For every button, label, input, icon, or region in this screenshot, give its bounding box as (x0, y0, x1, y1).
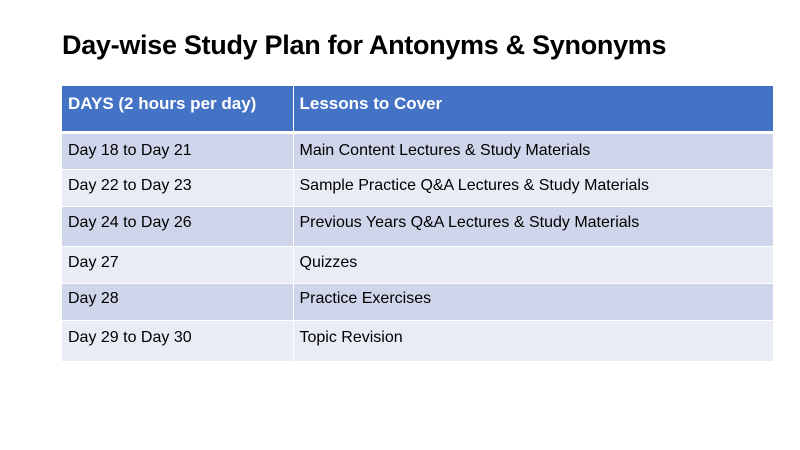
lessons-cell: Topic Revision (293, 320, 773, 361)
table-row (62, 206, 773, 246)
header-days: DAYS (2 hours per day) (62, 86, 293, 132)
days-cell: Day 29 to Day 30 (62, 320, 293, 361)
lessons-cell: Quizzes (293, 246, 773, 283)
header-lessons: Lessons to Cover (293, 86, 773, 132)
table-row (62, 283, 773, 320)
table-row (62, 320, 773, 361)
table-row (62, 169, 773, 206)
study-plan-table (62, 86, 773, 362)
lessons-cell: Practice Exercises (293, 283, 773, 320)
days-cell: Day 27 (62, 246, 293, 283)
table-row (62, 132, 773, 169)
lessons-cell: Previous Years Q&A Lectures & Study Materials (293, 206, 773, 246)
days-cell: Day 18 to Day 21 (62, 132, 293, 169)
lessons-cell: Main Content Lectures & Study Materials (293, 132, 773, 169)
table-row (62, 246, 773, 283)
table-header-row (62, 86, 773, 132)
days-cell: Day 28 (62, 283, 293, 320)
days-cell: Day 24 to Day 26 (62, 206, 293, 246)
days-cell: Day 22 to Day 23 (62, 169, 293, 206)
lessons-cell: Sample Practice Q&A Lectures & Study Materials (293, 169, 773, 206)
page-title: Day-wise Study Plan for Antonyms & Synonyms (62, 30, 667, 60)
